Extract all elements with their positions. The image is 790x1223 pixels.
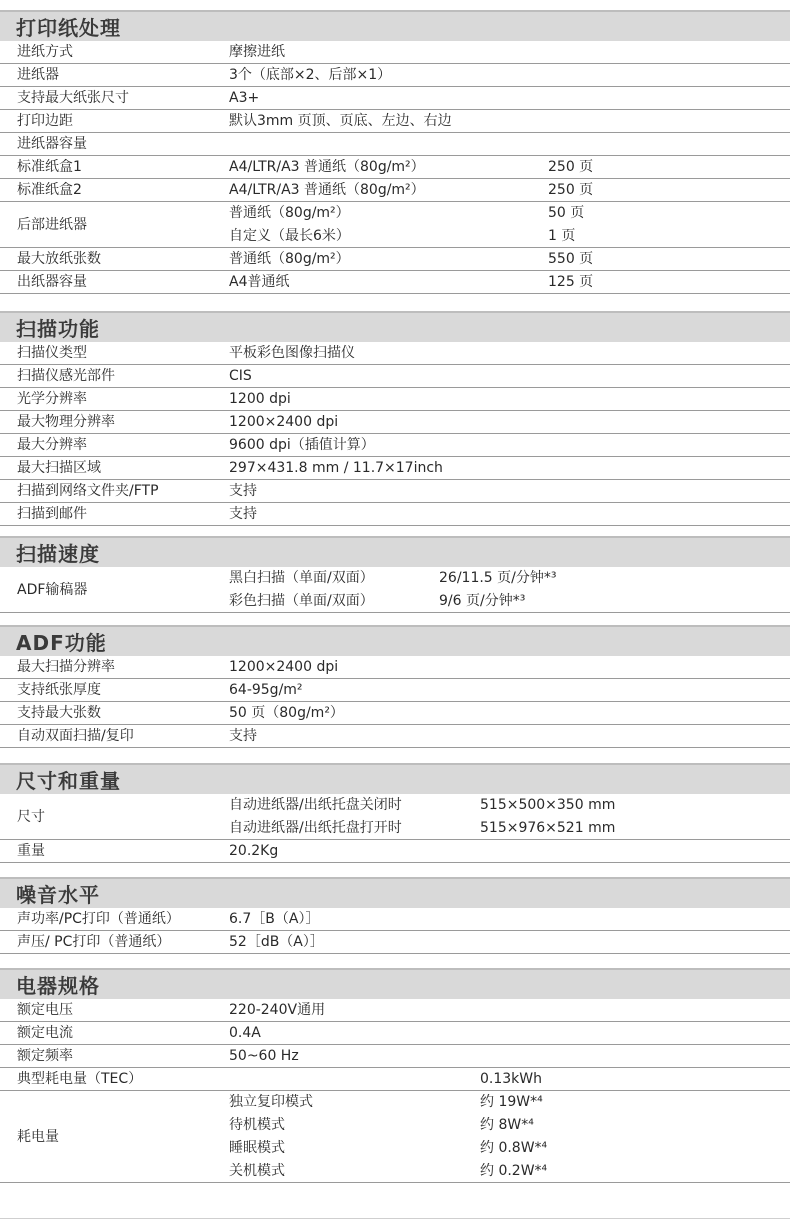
row-value: 3个（底部×2、后部×1） bbox=[229, 67, 392, 83]
row-label: 重量 bbox=[17, 843, 45, 859]
row-label: 打印边距 bbox=[17, 113, 73, 129]
mode-label: 关机模式 bbox=[229, 1163, 285, 1179]
row-label: 后部进纸器 bbox=[17, 216, 87, 233]
row-label: 出纸器容量 bbox=[17, 274, 87, 290]
section-print-paper bbox=[0, 10, 790, 294]
row-label: 最大扫描区域 bbox=[17, 460, 101, 476]
row-value: CIS bbox=[229, 368, 252, 384]
section-noise bbox=[0, 877, 790, 954]
table-row bbox=[0, 434, 790, 457]
row-extra: 250 页 bbox=[548, 182, 594, 198]
row-value: 支持 bbox=[229, 483, 257, 499]
row-value: 220-240V通用 bbox=[229, 1002, 326, 1018]
table-row bbox=[0, 503, 790, 526]
table-row bbox=[0, 156, 790, 179]
row-value: 支持 bbox=[229, 728, 257, 744]
row-value: 1200×2400 dpi bbox=[229, 414, 339, 430]
mode-label: 独立复印模式 bbox=[229, 1094, 313, 1110]
row-label: 光学分辨率 bbox=[17, 391, 87, 407]
row-value: 64-95g/m² bbox=[229, 682, 303, 698]
table-row bbox=[0, 133, 790, 156]
mode-value: 约 0.2W*⁴ bbox=[480, 1163, 548, 1179]
row-label: ADF输稿器 bbox=[17, 581, 88, 598]
row-label: 最大分辨率 bbox=[17, 437, 87, 453]
row-label: 尺寸 bbox=[17, 808, 45, 825]
row-extra: 125 页 bbox=[548, 274, 594, 290]
row-label: 自动双面扫描/复印 bbox=[17, 728, 134, 744]
row-extra: 550 页 bbox=[548, 251, 594, 267]
row-value: 50 页（80g/m²） bbox=[229, 705, 344, 721]
section-adf bbox=[0, 625, 790, 748]
table-row bbox=[0, 725, 790, 748]
row-label: 支持纸张厚度 bbox=[17, 682, 101, 698]
table-row bbox=[0, 87, 790, 110]
row-label: 最大放纸张数 bbox=[17, 251, 101, 267]
row-value: 52［dB（A）］ bbox=[229, 934, 324, 950]
row-label: 扫描仪感光部件 bbox=[17, 368, 115, 384]
table-row bbox=[0, 457, 790, 480]
row-extra: 26/11.5 页/分钟*³ bbox=[439, 570, 557, 586]
table-row bbox=[0, 365, 790, 388]
row-label: 声功率/PC打印（普通纸） bbox=[17, 911, 180, 927]
section-dimensions bbox=[0, 763, 790, 863]
table-row bbox=[0, 1045, 790, 1068]
row-value: A4/LTR/A3 普通纸（80g/m²） bbox=[229, 159, 425, 175]
mode-value: 约 19W*⁴ bbox=[480, 1094, 543, 1110]
table-row bbox=[0, 480, 790, 503]
section-title: 打印纸处理 bbox=[0, 10, 790, 41]
row-label: 扫描到网络文件夹/FTP bbox=[17, 483, 159, 499]
row-extra: 250 页 bbox=[548, 159, 594, 175]
table-row bbox=[0, 702, 790, 725]
section-scan-speed bbox=[0, 536, 790, 613]
row-value: 默认3mm 页顶、页底、左边、右边 bbox=[229, 113, 452, 129]
row-label: 扫描仪类型 bbox=[17, 345, 87, 361]
row-label: 最大扫描分辨率 bbox=[17, 659, 115, 675]
row-value: 普通纸（80g/m²） bbox=[229, 205, 350, 221]
row-extra: 515×976×521 mm bbox=[480, 820, 616, 836]
row-value: 自动进纸器/出纸托盘打开时 bbox=[229, 820, 402, 836]
divider bbox=[0, 1218, 790, 1219]
row-label: 扫描到邮件 bbox=[17, 506, 87, 522]
section-power bbox=[0, 968, 790, 1183]
row-value: 黑白扫描（单面/双面） bbox=[229, 570, 374, 586]
row-label: 额定电流 bbox=[17, 1025, 73, 1041]
row-value: 20.2Kg bbox=[229, 843, 279, 859]
row-value: 摩擦进纸 bbox=[229, 44, 285, 60]
row-label: 进纸器 bbox=[17, 67, 59, 83]
table-row bbox=[0, 388, 790, 411]
row-label: 典型耗电量（TEC） bbox=[17, 1071, 143, 1087]
mode-value: 约 0.8W*⁴ bbox=[480, 1140, 548, 1156]
row-extra: 50 页 bbox=[548, 205, 585, 221]
table-row bbox=[0, 248, 790, 271]
section-title: 尺寸和重量 bbox=[0, 763, 790, 794]
section-title: ADF功能 bbox=[0, 625, 790, 656]
row-value: 9600 dpi（插值计算） bbox=[229, 437, 375, 453]
table-row bbox=[0, 1068, 790, 1091]
table-row bbox=[0, 411, 790, 434]
section-title: 扫描功能 bbox=[0, 311, 790, 342]
row-value: 彩色扫描（单面/双面） bbox=[229, 593, 374, 609]
row-value: 1200 dpi bbox=[229, 391, 291, 407]
mode-value: 约 8W*⁴ bbox=[480, 1117, 534, 1133]
section-title: 噪音水平 bbox=[0, 877, 790, 908]
row-value: 普通纸（80g/m²） bbox=[229, 251, 350, 267]
row-label: 额定电压 bbox=[17, 1002, 73, 1018]
row-value: A4普通纸 bbox=[229, 274, 290, 290]
row-value: 自动进纸器/出纸托盘关闭时 bbox=[229, 797, 402, 813]
section-title: 扫描速度 bbox=[0, 536, 790, 567]
row-value: 0.4A bbox=[229, 1025, 261, 1041]
table-row bbox=[0, 567, 790, 613]
row-label: 支持最大纸张尺寸 bbox=[17, 90, 129, 106]
row-label: 声压/ PC打印（普通纸） bbox=[17, 934, 171, 950]
table-row bbox=[0, 41, 790, 64]
row-label: 最大物理分辨率 bbox=[17, 414, 115, 430]
row-label: 标准纸盒1 bbox=[17, 159, 82, 175]
row-extra: 0.13kWh bbox=[480, 1071, 542, 1087]
row-extra: 515×500×350 mm bbox=[480, 797, 616, 813]
table-row bbox=[0, 999, 790, 1022]
row-label: 标准纸盒2 bbox=[17, 182, 82, 198]
row-value: 自定义（最长6米） bbox=[229, 228, 350, 244]
table-row bbox=[0, 908, 790, 931]
row-value: 6.7［B（A）］ bbox=[229, 911, 320, 927]
table-row bbox=[0, 1022, 790, 1045]
section-title: 电器规格 bbox=[0, 968, 790, 999]
row-extra: 9/6 页/分钟*³ bbox=[439, 593, 526, 609]
row-label: 进纸器容量 bbox=[17, 136, 87, 152]
mode-label: 睡眠模式 bbox=[229, 1140, 285, 1156]
row-value: 297×431.8 mm / 11.7×17inch bbox=[229, 460, 443, 476]
table-row bbox=[0, 202, 790, 248]
row-label: 额定频率 bbox=[17, 1048, 73, 1064]
table-row bbox=[0, 179, 790, 202]
mode-label: 待机模式 bbox=[229, 1117, 285, 1133]
row-value: 50~60 Hz bbox=[229, 1048, 299, 1064]
row-extra: 1 页 bbox=[548, 228, 576, 244]
table-row bbox=[0, 656, 790, 679]
table-row bbox=[0, 931, 790, 954]
row-value: 支持 bbox=[229, 506, 257, 522]
table-row bbox=[0, 679, 790, 702]
row-value: 1200×2400 dpi bbox=[229, 659, 339, 675]
row-value: 平板彩色图像扫描仪 bbox=[229, 345, 355, 361]
table-row bbox=[0, 64, 790, 87]
row-value: A3+ bbox=[229, 90, 260, 106]
row-value: A4/LTR/A3 普通纸（80g/m²） bbox=[229, 182, 425, 198]
table-row bbox=[0, 840, 790, 863]
table-row bbox=[0, 271, 790, 294]
row-label: 耗电量 bbox=[17, 1128, 59, 1145]
table-row bbox=[0, 1091, 790, 1183]
row-label: 支持最大张数 bbox=[17, 705, 101, 721]
section-scan bbox=[0, 311, 790, 526]
row-label: 进纸方式 bbox=[17, 44, 73, 60]
table-row bbox=[0, 342, 790, 365]
table-row bbox=[0, 110, 790, 133]
table-row bbox=[0, 794, 790, 840]
